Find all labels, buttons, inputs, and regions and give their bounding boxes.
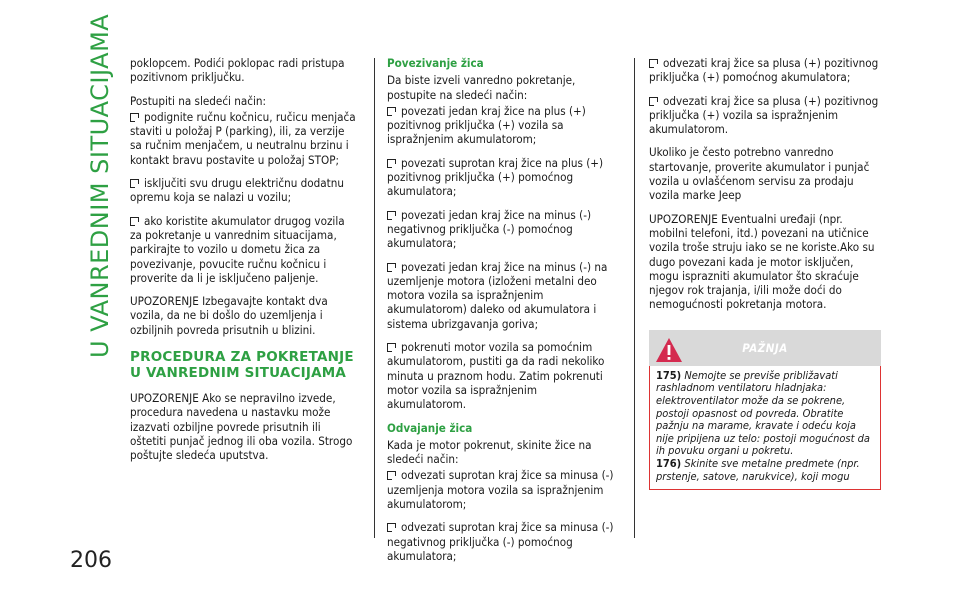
warning-paragraph: UPOZORENJE Ako se nepravilno izvede, procedura navedena u nastavku može izazvati ozbiljne povrede prisutnih ili oštetiti punjač jednog ili oba vozila. Strogo poštujte sledeća uputstva. [130,391,353,463]
paragraph: poklopcem. Podići poklopac radi pristupa pozitivnom priključku. [130,56,345,85]
bullet-item: odvezati kraj žice sa plusa (+) pozitivnog priključka (+) pomoćnog akumulatora; [649,56,879,85]
page-number: 206 [70,548,112,573]
bullet-icon [649,97,658,106]
bullet-icon [387,343,396,352]
bullet-item: odvezati suprotan kraj žice sa minusa (-) uzemljenja motora vozila sa ispražnjenim akumulatorom; [387,468,614,512]
bullet-icon [130,179,139,188]
note-text: Nemojte se previše približavati rashladnom ventilatoru hladnjaka: elektroventilator može da se pokrene, postoji opasnost od povreda. Obratite pažnju na marame, kravate i odeću koja nije pripijena uz telo: postoji mogućnost da ih povuku organi u pokretu. [656,368,870,458]
paragraph: Ukoliko je često potrebno vanredno startovanje, proverite akumulator i punjač vozila u ovlašćenom servisu za prodaju vozila marke Jeep [649,145,870,203]
paragraph: Da biste izveli vanredno pokretanje, postupite na sledeći način: [387,73,576,102]
bullet-icon [387,107,396,116]
paragraph: Kada je motor pokrenut, skinite žice na sledeći način: [387,437,592,467]
bullet-item: podignite ručnu kočnicu, ručicu menjača staviti u položaj P (parking), ili, za verzije sa ručnim menjačem, u neutralnu brzinu i kontakt bravu postavite u položaj STOP; [130,109,356,167]
side-section-title: U VANREDNIM SITUACIJAMA [86,13,114,358]
caution-header [649,330,881,366]
column-3 [649,56,881,490]
bullet-item: odvezati kraj žice sa plusa (+) pozitivnog priključka (+) vozila sa ispražnjenim akumulatorom. [649,93,879,137]
caution-title: PAŽNJA [742,340,788,355]
subheading: Odvajanje žica [387,420,473,435]
bullet-item: pokrenuti motor vozila sa pomoćnim akumulatorom, pustiti ga da radi nekoliko minuta u praznom hodu. Zatim pokrenuti motor vozila sa ispražnjenim akumulatorom. [387,340,605,412]
section-heading: PROCEDURA ZA POKRETANJE U VANREDNIM SITUACIJAMA [130,349,354,382]
bullet-item: ako koristite akumulator drugog vozila za pokretanje u vanrednim situacijama, parkirajte to vozilo u dometu žica za povezivanje, povucite ručnu kočnicu i proverite da li je isključeno paljenje. [130,213,345,285]
bullet-item: povezati suprotan kraj žice na plus (+) pozitivnog priključka (+) pomoćnog akumulatora; [387,155,604,199]
bullet-icon [130,217,139,226]
caution-body [649,366,881,490]
bullet-icon [130,113,139,122]
bullet-icon [387,471,396,480]
column-1 [130,56,356,472]
warning-paragraph: UPOZORENJE Izbegavajte kontakt dva vozila, da ne bi došlo do uzemljenja i ozbiljnih povreda prisutnih u blizini. [130,294,328,337]
bullet-item: isključiti svu drugu električnu dodatnu opremu koja se nalazi u vozilu; [130,176,344,205]
subheading: Povezivanje žica [387,56,484,70]
bullet-icon [387,159,396,168]
paragraph: Postupiti na sledeći način: [130,93,267,108]
column-2 [387,56,617,572]
bullet-item: povezati jedan kraj žice na minus (-) na uzemljenje motora (izloženi metalni deo motora vozila sa ispražnjenim akumulatorom) daleko od akumulatora i sistema ubrizgavanja goriva; [387,259,608,331]
bullet-icon [387,523,396,532]
note-number: 175) [656,368,682,382]
note-number: 176) [656,456,682,470]
bullet-item: povezati jedan kraj žice na plus (+) pozitivnog priključka (+) vozila sa ispražnjenim akumulatorom; [387,103,586,147]
warning-paragraph: UPOZORENJE Eventualni uređaji (npr. mobilni telefoni, itd.) povezani na utičnice vozila troše struju iako se ne koriste.Ako su dugo povezani kada je motor isključen, mogu isprazniti akumulator što skraćuje njegov rok trajanja, i/ili može doći do nemogućnosti pokretanja motora. [649,211,875,312]
column-divider-2 [634,58,635,538]
note-text: Skinite sve metalne predmete (npr. prstenje, satove, narukvice), koji mogu [656,456,860,483]
column-divider-1 [374,58,375,538]
bullet-item: povezati jedan kraj žice na minus (-) negativnog priključka (-) pomoćnog akumulatora; [387,207,592,251]
bullet-icon [387,211,396,220]
bullet-item: odvezati suprotan kraj žice sa minusa (-) negativnog priključka (-) pomoćnog akumulatora; [387,520,614,563]
bullet-icon [387,263,396,272]
caution-box [649,330,881,490]
bullet-icon [649,59,658,68]
